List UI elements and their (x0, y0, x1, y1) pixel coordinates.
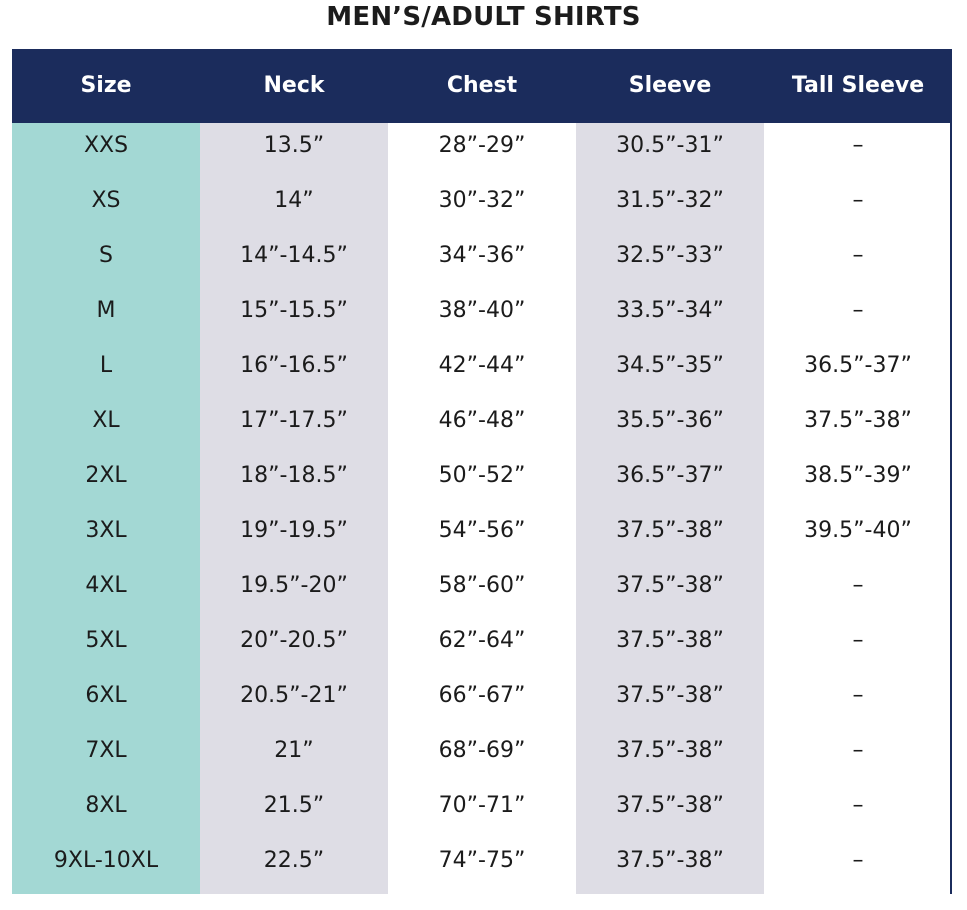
chest-cell: 62”-64” (438, 628, 526, 653)
sleeve-cell: 37.5”-38” (616, 793, 724, 818)
tall-sleeve-cell: – (852, 298, 864, 323)
chest-cell: 28”-29” (438, 133, 526, 158)
tall-sleeve-cell: 39.5”-40” (804, 518, 912, 543)
table-row (12, 668, 952, 723)
size-cell: S (99, 243, 113, 268)
chest-cell: 38”-40” (438, 298, 526, 323)
chest-cell: 42”-44” (438, 353, 526, 378)
sleeve-cell: 37.5”-38” (616, 518, 724, 543)
neck-cell: 13.5” (263, 133, 325, 158)
header-sleeve: Sleeve (628, 73, 712, 98)
header-tall-sleeve: Tall Sleeve (791, 73, 925, 98)
size-chart-table (12, 49, 952, 894)
table-header (12, 49, 952, 123)
size-cell: 5XL (85, 628, 127, 653)
size-cell: 7XL (85, 738, 127, 763)
size-cell: 2XL (85, 463, 127, 488)
sleeve-cell: 34.5”-35” (616, 353, 724, 378)
neck-cell: 17”-17.5” (240, 408, 348, 433)
chest-cell: 74”-75” (438, 848, 526, 873)
tall-sleeve-cell: – (852, 738, 864, 763)
header-size: Size (80, 73, 132, 98)
neck-cell: 22.5” (263, 848, 325, 873)
sleeve-cell: 33.5”-34” (616, 298, 724, 323)
table-row (12, 283, 952, 338)
sleeve-cell: 36.5”-37” (616, 463, 724, 488)
tall-sleeve-cell: – (852, 573, 864, 598)
table-row (12, 833, 952, 888)
table-row (12, 173, 952, 228)
header-chest: Chest (446, 73, 518, 98)
sleeve-cell: 32.5”-33” (616, 243, 724, 268)
chest-cell: 54”-56” (438, 518, 526, 543)
chest-cell: 58”-60” (438, 573, 526, 598)
table-row (12, 558, 952, 613)
table-row (12, 613, 952, 668)
size-cell: M (96, 298, 116, 323)
size-cell: XS (91, 188, 121, 213)
sleeve-cell: 30.5”-31” (616, 133, 724, 158)
neck-cell: 20”-20.5” (240, 628, 348, 653)
table-row (12, 778, 952, 833)
header-neck: Neck (263, 73, 325, 98)
size-cell: XXS (83, 133, 129, 158)
size-cell: 6XL (85, 683, 127, 708)
tall-sleeve-cell: – (852, 243, 864, 268)
table-body (12, 118, 952, 888)
sleeve-cell: 37.5”-38” (616, 848, 724, 873)
table-row (12, 723, 952, 778)
neck-cell: 19”-19.5” (240, 518, 348, 543)
neck-cell: 14” (274, 188, 314, 213)
size-cell: 4XL (85, 573, 127, 598)
sleeve-cell: 37.5”-38” (616, 738, 724, 763)
tall-sleeve-cell: 36.5”-37” (804, 353, 912, 378)
tall-sleeve-cell: – (852, 793, 864, 818)
sleeve-cell: 37.5”-38” (616, 573, 724, 598)
table-row (12, 448, 952, 503)
neck-cell: 16”-16.5” (240, 353, 348, 378)
tall-sleeve-cell: 37.5”-38” (804, 408, 912, 433)
size-cell: 3XL (85, 518, 127, 543)
neck-cell: 18”-18.5” (240, 463, 348, 488)
neck-cell: 15”-15.5” (240, 298, 348, 323)
neck-cell: 19.5”-20” (240, 573, 348, 598)
size-cell: XL (92, 408, 120, 433)
chest-cell: 50”-52” (438, 463, 526, 488)
table-row (12, 503, 952, 558)
table-row (12, 393, 952, 448)
tall-sleeve-cell: – (852, 683, 864, 708)
table-row (12, 338, 952, 393)
size-cell: 8XL (85, 793, 127, 818)
chest-cell: 30”-32” (438, 188, 526, 213)
chest-cell: 70”-71” (438, 793, 526, 818)
sleeve-cell: 35.5”-36” (616, 408, 724, 433)
size-cell: L (99, 353, 113, 378)
tall-sleeve-cell: 38.5”-39” (804, 463, 912, 488)
neck-cell: 21.5” (263, 793, 325, 818)
chest-cell: 66”-67” (438, 683, 526, 708)
chest-cell: 34”-36” (438, 243, 526, 268)
table-row (12, 118, 952, 173)
tall-sleeve-cell: – (852, 848, 864, 873)
sleeve-cell: 37.5”-38” (616, 683, 724, 708)
neck-cell: 14”-14.5” (240, 243, 348, 268)
tall-sleeve-cell: – (852, 133, 864, 158)
tall-sleeve-cell: – (852, 628, 864, 653)
tall-sleeve-cell: – (852, 188, 864, 213)
chest-cell: 46”-48” (438, 408, 526, 433)
table-row (12, 228, 952, 283)
size-cell: 9XL-10XL (53, 848, 159, 873)
neck-cell: 21” (274, 738, 314, 763)
page-title: MEN’S/ADULT SHIRTS (326, 2, 641, 32)
chest-cell: 68”-69” (438, 738, 526, 763)
sleeve-cell: 31.5”-32” (616, 188, 724, 213)
neck-cell: 20.5”-21” (240, 683, 348, 708)
sleeve-cell: 37.5”-38” (616, 628, 724, 653)
